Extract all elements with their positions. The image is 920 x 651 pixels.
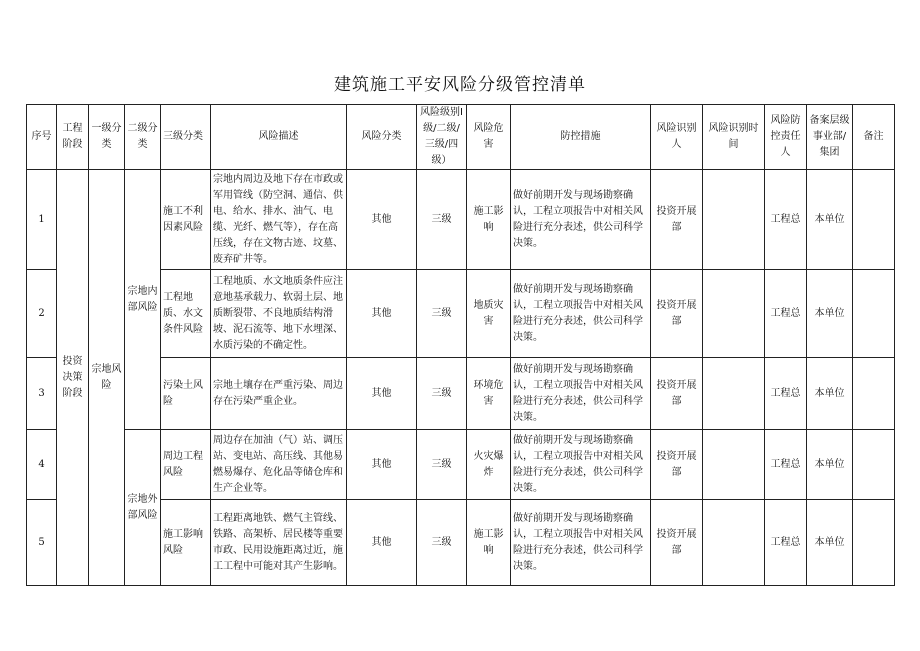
- header-owner: 风险防控责任人: [765, 105, 807, 170]
- identifier-cell: 投资开展部: [651, 358, 703, 430]
- header-level1: 一级分类: [89, 105, 125, 170]
- remarks-cell: [853, 430, 895, 500]
- identifier-cell: 投资开展部: [651, 500, 703, 586]
- header-id-time: 风险识别时间: [703, 105, 765, 170]
- header-filing: 备案层级事业部/集团: [807, 105, 853, 170]
- seq-cell: 4: [27, 430, 57, 500]
- owner-cell: 工程总: [765, 500, 807, 586]
- level3-cell: 施工影响风险: [161, 500, 211, 586]
- seq-cell: 1: [27, 170, 57, 270]
- grade-cell: 三级: [417, 358, 467, 430]
- header-stage: 工程阶段: [57, 105, 89, 170]
- identifier-cell: 投资开展部: [651, 170, 703, 270]
- level2-inner-cell: 宗地内部风险: [125, 170, 161, 430]
- identifier-cell: 投资开展部: [651, 270, 703, 358]
- filing-cell: 本单位: [807, 358, 853, 430]
- desc-cell: 宗地内周边及地下存在市政或军用管线（防空洞、通信、供电、给水、排水、油气、电缆、光纤、燃气等），存在高压线，存在文物古迹、坟墓、废弃矿井等。: [211, 170, 347, 270]
- filing-cell: 本单位: [807, 500, 853, 586]
- id-time-cell: [703, 270, 765, 358]
- type-cell: 其他: [347, 500, 417, 586]
- identifier-cell: 投资开展部: [651, 430, 703, 500]
- id-time-cell: [703, 500, 765, 586]
- header-measures: 防控措施: [511, 105, 651, 170]
- owner-cell: 工程总: [765, 270, 807, 358]
- remarks-cell: [853, 170, 895, 270]
- header-desc: 风险描述: [211, 105, 347, 170]
- seq-cell: 5: [27, 500, 57, 586]
- owner-cell: 工程总: [765, 170, 807, 270]
- type-cell: 其他: [347, 170, 417, 270]
- header-seq: 序号: [27, 105, 57, 170]
- grade-cell: 三级: [417, 170, 467, 270]
- level3-cell: 工程地质、水文条件风险: [161, 270, 211, 358]
- desc-cell: 工程距离地铁、燃气主管线、铁路、高架桥、居民楼等重要市政、民用设施距离过近，施工工程中可能对其产生影响。: [211, 500, 347, 586]
- grade-cell: 三级: [417, 270, 467, 358]
- filing-cell: 本单位: [807, 170, 853, 270]
- stage-cell: 投资决策阶段: [57, 170, 89, 586]
- type-cell: 其他: [347, 430, 417, 500]
- header-grade: 风险级别I级/二级/三级/四级）: [417, 105, 467, 170]
- risk-table: [26, 104, 895, 586]
- grade-cell: 三级: [417, 430, 467, 500]
- desc-cell: 周边存在加油（气）站、调压站、变电站、高压线、其他易燃易爆存、危化品等储仓库和生产企业等。: [211, 430, 347, 500]
- filing-cell: 本单位: [807, 270, 853, 358]
- hazard-cell: 火灾爆炸: [467, 430, 511, 500]
- seq-cell: 3: [27, 358, 57, 430]
- id-time-cell: [703, 430, 765, 500]
- page-title: 建筑施工平安风险分级管控清单: [334, 75, 586, 95]
- owner-cell: 工程总: [765, 358, 807, 430]
- seq-cell: 2: [27, 270, 57, 358]
- table-row: [27, 430, 895, 500]
- level1-cell: 宗地风险: [89, 170, 125, 586]
- owner-cell: 工程总: [765, 430, 807, 500]
- level3-cell: 施工不利因素风险: [161, 170, 211, 270]
- grade-cell: 三级: [417, 500, 467, 586]
- remarks-cell: [853, 358, 895, 430]
- header-level3: 三级分类: [161, 105, 211, 170]
- measures-cell: 做好前期开发与现场勘察确认，工程立项报告中对相关风险进行充分表述，供公司科学决策。: [511, 430, 651, 500]
- header-hazard: 风险危害: [467, 105, 511, 170]
- measures-cell: 做好前期开发与现场勘察确认，工程立项报告中对相关风险进行充分表述，供公司科学决策。: [511, 500, 651, 586]
- header-identifier: 风险识别人: [651, 105, 703, 170]
- hazard-cell: 施工影响: [467, 170, 511, 270]
- level3-cell: 周边工程风险: [161, 430, 211, 500]
- header-row: [27, 105, 895, 170]
- measures-cell: 做好前期开发与现场勘察确认，工程立项报告中对相关风险进行充分表述，供公司科学决策。: [511, 270, 651, 358]
- remarks-cell: [853, 500, 895, 586]
- table-row: [27, 170, 895, 270]
- level2-outer-cell: 宗地外部风险: [125, 430, 161, 586]
- hazard-cell: 施工影响: [467, 500, 511, 586]
- filing-cell: 本单位: [807, 430, 853, 500]
- id-time-cell: [703, 170, 765, 270]
- hazard-cell: 环境危害: [467, 358, 511, 430]
- level3-cell: 污染土风险: [161, 358, 211, 430]
- header-remarks: 备注: [853, 105, 895, 170]
- type-cell: 其他: [347, 358, 417, 430]
- type-cell: 其他: [347, 270, 417, 358]
- id-time-cell: [703, 358, 765, 430]
- remarks-cell: [853, 270, 895, 358]
- desc-cell: 工程地质、水文地质条件应注意地基承载力、软弱土层、地质断裂带、不良地质结构滑坡、泥石流等、地下水埋深、水质污染的不确定性。: [211, 270, 347, 358]
- header-level2: 二级分类: [125, 105, 161, 170]
- hazard-cell: 地质灾害: [467, 270, 511, 358]
- header-type: 风险分类: [347, 105, 417, 170]
- desc-cell: 宗地土壤存在严重污染、周边存在污染严重企业。: [211, 358, 347, 430]
- measures-cell: 做好前期开发与现场勘察确认，工程立项报告中对相关风险进行充分表述，供公司科学决策。: [511, 170, 651, 270]
- measures-cell: 做好前期开发与现场勘察确认，工程立项报告中对相关风险进行充分表述，供公司科学决策。: [511, 358, 651, 430]
